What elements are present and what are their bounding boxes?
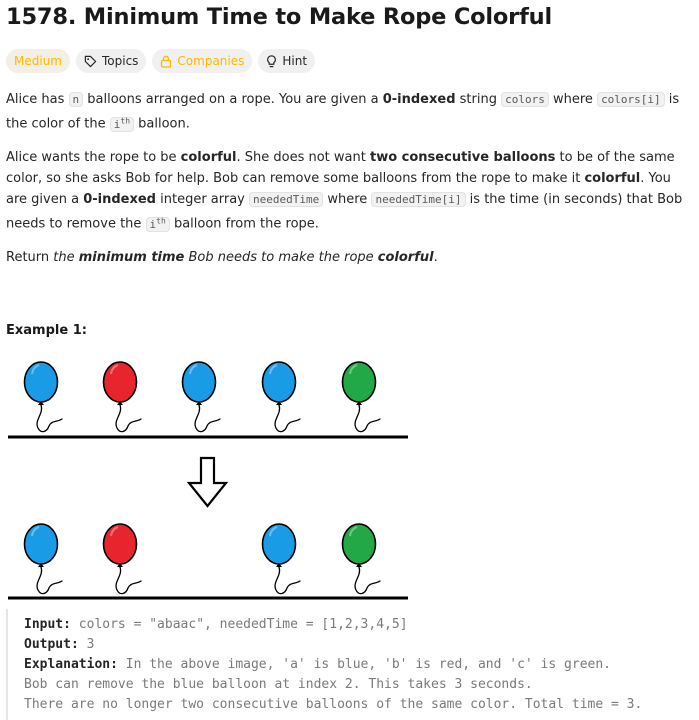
explanation-line: Bob can remove the blue balloon at index 2. This takes 3 seconds.: [24, 677, 533, 692]
inline-code: neededTime: [249, 192, 323, 207]
companies-button[interactable]: [152, 49, 252, 73]
top-balloon-2: [183, 362, 221, 432]
down-arrow-icon: [189, 458, 226, 506]
hint-button[interactable]: [258, 49, 315, 73]
inline-code: $i^{th}$: [146, 217, 170, 232]
input-label: Input:: [24, 617, 71, 632]
description-paragraph-1: Alice has n balloons arranged on a rope. You are given a 0-indexed string colors where colors[i] is the color of the $i^{th}$ balloon.: [6, 92, 680, 132]
lightbulb-icon: [266, 55, 277, 68]
companies-label: Companies: [177, 54, 245, 68]
explanation-label: Explanation:: [24, 657, 118, 672]
hint-label: Hint: [282, 54, 308, 68]
explanation-line: There are no longer two consecutive balloons of the same color. Total time = 3.: [24, 697, 643, 712]
top-balloon-3: [263, 362, 301, 432]
input-value: colors = "abaac", neededTime = [1,2,3,4,5]: [70, 617, 408, 632]
output-value: 3: [78, 637, 95, 652]
explanation-line: In the above image, 'a' is blue, 'b' is red, and 'c' is green.: [117, 657, 612, 672]
top-balloon-1: [104, 362, 142, 432]
top-balloon-0: [25, 362, 63, 432]
bottom-balloon-1: [104, 524, 142, 594]
output-label: Output:: [24, 637, 79, 652]
tag-icon: [84, 55, 97, 68]
example-block: [6, 609, 694, 720]
inline-code: $i^{th}$: [110, 117, 134, 132]
inline-code: colors: [501, 92, 549, 107]
bottom-balloon-3: [263, 524, 301, 594]
top-balloon-4: [343, 362, 381, 432]
description-paragraph-3: Return the minimum time Bob needs to make the rope colorful.: [6, 250, 438, 265]
bottom-balloon-0: [25, 524, 63, 594]
inline-code: colors[i]: [597, 92, 665, 107]
balloon-row-after: [25, 524, 381, 594]
difficulty-badge: Medium: [6, 49, 70, 73]
description-paragraph-2: Alice wants the rope to be colorful. She does not want two consecutive balloons to be of the same color, so she asks Bob for help. Bob can remove some balloons from the rope to make it colorful. You are given a 0-indexed integer array neededTime where neededTime[i] is the time (in seconds) that Bob needs to remove the $i^{th}$ balloon from the rope.: [6, 150, 683, 232]
example-title: Example 1:: [6, 323, 87, 338]
inline-code: neededTime[i]: [371, 192, 465, 207]
topics-button[interactable]: [76, 49, 146, 73]
topics-label: Topics: [101, 54, 139, 68]
tag-bar: [6, 49, 315, 73]
inline-code: n: [69, 92, 84, 107]
bottom-balloon-4: [343, 524, 381, 594]
balloon-row-before: [25, 362, 381, 432]
problem-title: 1578. Minimum Time to Make Rope Colorful: [6, 4, 552, 30]
balloon-illustration: [0, 350, 420, 600]
lock-icon: [160, 55, 172, 68]
